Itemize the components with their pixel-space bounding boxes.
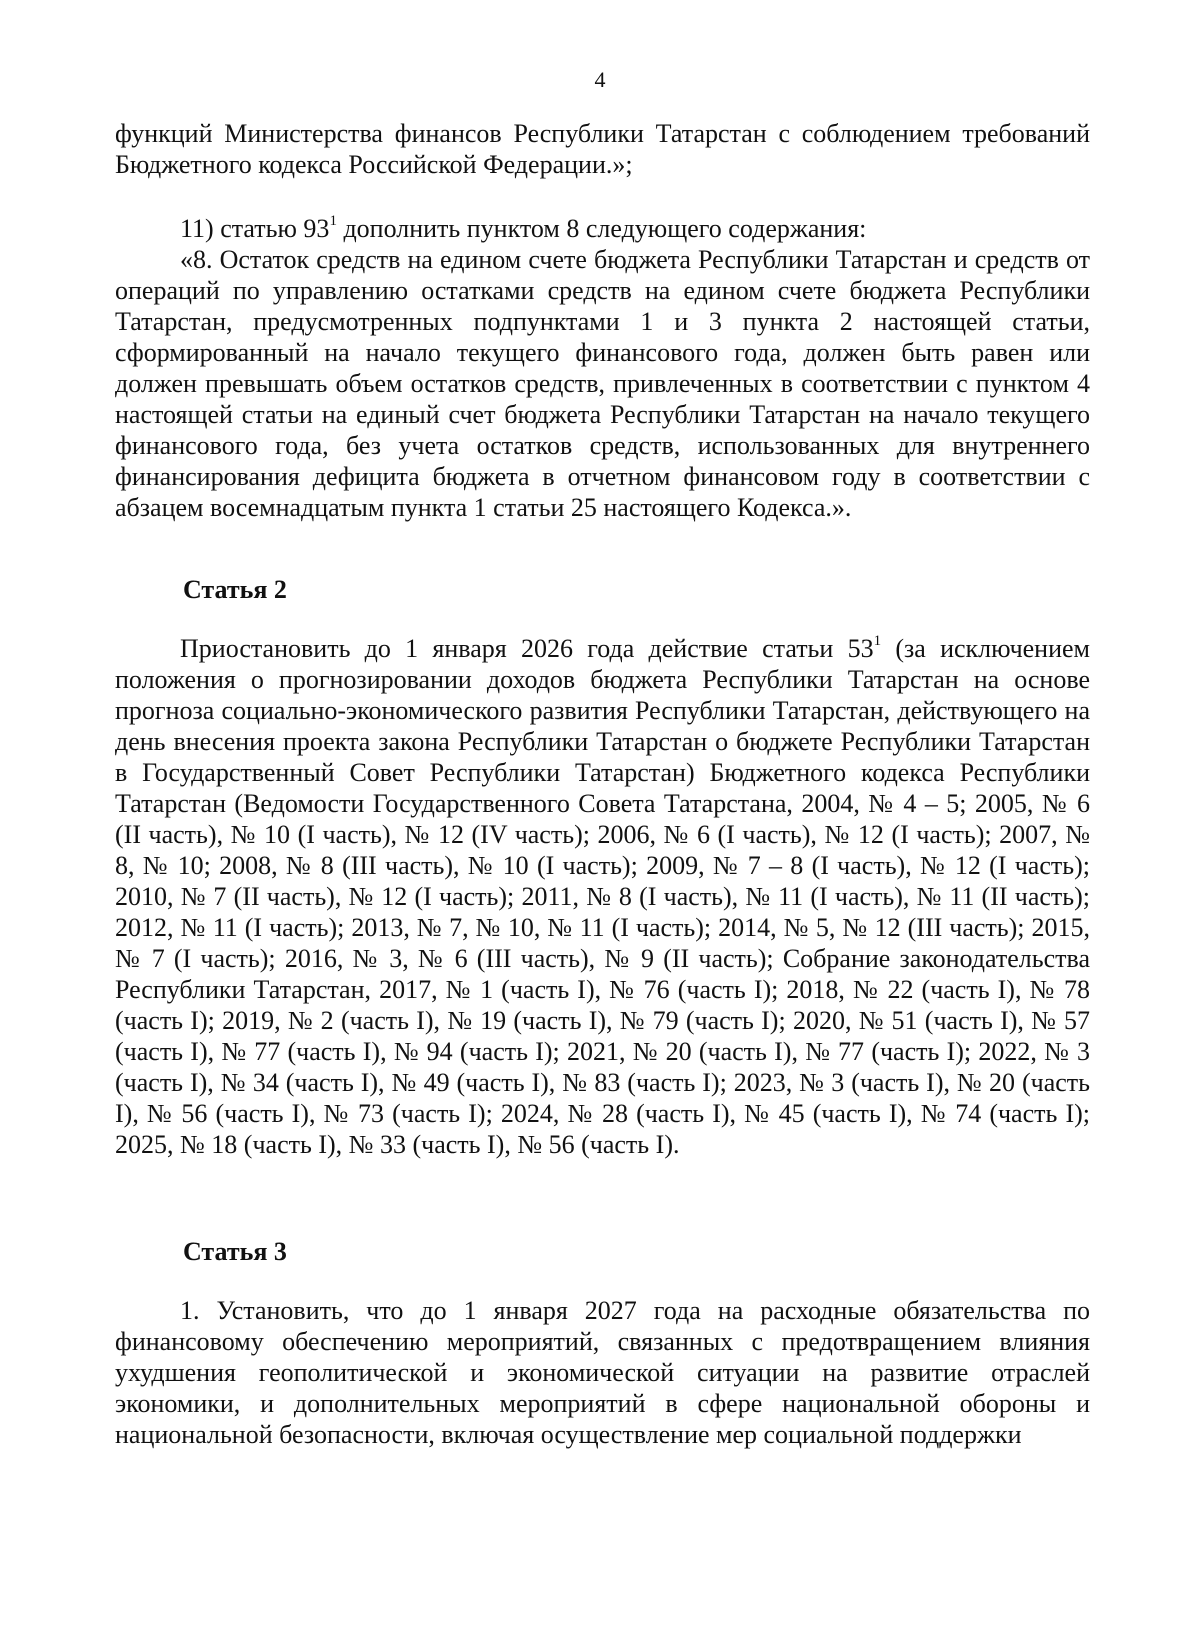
article-2-heading: Статья 2 bbox=[183, 575, 287, 604]
clause-8-paragraph: «8. Остаток средств на едином счете бюджета Республики Татарстан и средств от операций по управлению остатками средств на едином счете бюджета Республики Татарстан, предусмотренных подпунктами 1 и 3 пункта 2 настоящей статьи, сформированный на начало текущего финансового года, должен быть равен или должен превышать объем остатков средств, привлеченных в соответствии с пунктом 4 настоящей статьи на единый счет бюджета Республики Татарстан на начало текущего финансового года, без учета остатков средств, использованных для внутреннего финансирования дефицита бюджета в отчетном финансовом году в соответствии с абзацем восемнадцатым пункта 1 статьи 25 настоящего Кодекса.». bbox=[115, 245, 1090, 522]
intro-paragraph: функций Министерства финансов Республики Татарстан с соблюдением требований Бюджетного кодекса Российской Федерации.»; bbox=[115, 119, 1090, 179]
item-11-prefix: 11) статью 93 bbox=[180, 214, 330, 243]
item-11-sup: 1 bbox=[329, 213, 337, 230]
article-2-paragraph bbox=[115, 633, 1090, 1160]
item-11-suffix: дополнить пунктом 8 следующего содержания: bbox=[336, 214, 867, 243]
article-2-text-prefix: Приостановить до 1 января 2026 года действие статьи 53 bbox=[180, 634, 874, 663]
item-11 bbox=[115, 213, 1090, 244]
article-2-sup: 1 bbox=[873, 633, 882, 650]
article-3-heading: Статья 3 bbox=[183, 1237, 287, 1266]
article-2-text-suffix: (за исключением положения о прогнозировании доходов бюджета Республики Татарстан на основе прогноза социально-экономического развития Республики Татарстан, действующего на день внесения проекта закона Республики Татарстан о бюджете Республики Татарстан в Государственный Совет Республики Татарстан) Бюджетного кодекса Республики Татарстан (Ведомости Государственного Совета Татарстана, 2004, № 4 – 5; 2005, № 6 (II часть), № 10 (I часть), № 12 (IV часть); 2006, № 6 (I часть), № 12 (I часть); 2007, № 8, № 10; 2008, № 8 (III часть), № 10 (I часть); 2009, № 7 – 8 (I часть), № 12 (I часть); 2010, № 7 (II часть), № 12 (I часть); 2011, № 8 (I часть), № 11 (I часть), № 11 (II часть); 2012, № 11 (I часть); 2013, № 7, № 10, № 11 (I часть); 2014, № 5, № 12 (III часть); 2015, № 7 (I часть); 2016, № 3, № 6 (III часть), № 9 (II часть); Собрание законодательства Республики Татарстан, 2017, № 1 (часть I), № 76 (часть I); 2018, № 22 (часть I), № 78 (часть I); 2019, № 2 (часть I), № 19 (часть I), № 79 (часть I); 2020, № 51 (часть I), № 57 (часть I), № 77 (часть I), № 94 (часть I); 2021, № 20 (часть I), № 77 (часть I); 2022, № 3 (часть I), № 34 (часть I), № 49 (часть I), № 83 (часть I); 2023, № 3 (часть I), № 20 (часть I), № 56 (часть I), № 73 (часть I); 2024, № 28 (часть I), № 45 (часть I), № 74 (часть I); 2025, № 18 (часть I), № 33 (часть I), № 56 (часть I). bbox=[115, 634, 1091, 1159]
article-3-paragraph: 1. Установить, что до 1 января 2027 года на расходные обязательства по финансовому обеспечению мероприятий, связанных с предотвращением влияния ухудшения геополитической и экономической ситуации на развитие отраслей экономики, и дополнительных мероприятий в сфере национальной обороны и национальной безопасности, включая осуществление мер социальной поддержки bbox=[115, 1296, 1090, 1449]
page-number: 4 bbox=[594, 67, 606, 92]
